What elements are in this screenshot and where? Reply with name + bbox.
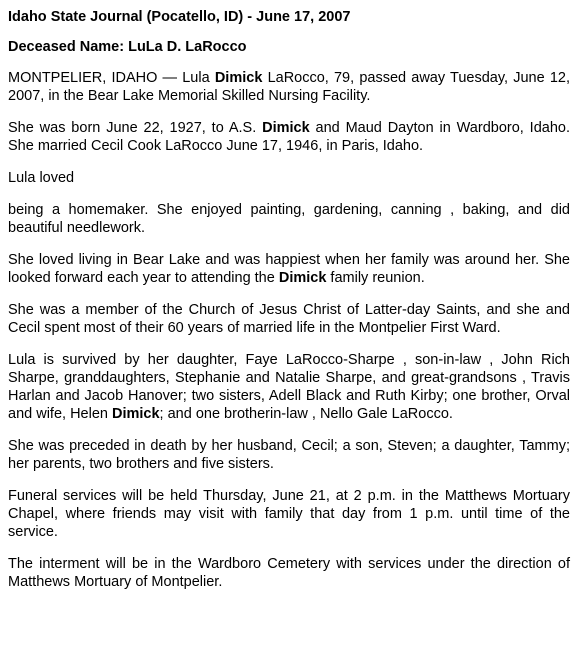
paragraph (8, 301, 570, 337)
paragraph (8, 201, 570, 237)
text-run: being a homemaker. She enjoyed painting, gardening, canning , baking, and did beautiful needlework. (8, 202, 570, 236)
text-run: She was a member of the Church of Jesus Christ of Latter-day Saints, and she and Cecil spent most of their 60 years of married life in the Montpelier First Ward. (8, 302, 570, 336)
text-run: family reunion. (326, 270, 425, 286)
paragraph (8, 487, 570, 541)
text-run: Lula is survived by her daughter, Faye LaRocco-Sharpe , son-in-law , John Rich Sharpe, granddaughters, Stephanie and Natalie Sharpe, and great-grandsons , Travis Harlan and Jacob Hanover; two sisters, Adell Black and Ruth Kirby; one brother, Orval and wife, Helen (8, 352, 570, 422)
text-run: ; and one brotherin-law , Nello Gale LaRocco. (159, 406, 453, 422)
text-run: She was preceded in death by her husband, Cecil; a son, Steven; a daughter, Tammy; her parents, two brothers and five sisters. (8, 438, 570, 472)
deceased-name-line: Deceased Name: LuLa D. LaRocco (8, 39, 247, 55)
paragraph (8, 69, 570, 105)
paragraph (8, 119, 570, 155)
text-run: The interment will be in the Wardboro Cemetery with services under the direction of Matthews Mortuary of Montpelier. (8, 556, 570, 590)
highlighted-name: Dimick (111, 406, 160, 422)
paragraph (8, 251, 570, 287)
paragraph (8, 351, 570, 423)
source-line: Idaho State Journal (Pocatello, ID) - June 17, 2007 (8, 9, 351, 25)
text-run: She was born June 22, 1927, to A.S. (8, 120, 263, 136)
paragraph (8, 437, 570, 473)
paragraph (8, 169, 570, 187)
paragraph (8, 555, 570, 591)
obituary-body (8, 69, 570, 591)
text-run: Lula loved (8, 170, 75, 186)
text-run: Funeral services will be held Thursday, June 21, at 2 p.m. in the Matthews Mortuary Chapel, where friends may visit with family that day from 1 p.m. until time of the service. (8, 488, 570, 540)
text-run: She loved living in Bear Lake and was happiest when her family was around her. She looked forward each year to attending the (8, 252, 570, 286)
highlighted-name: Dimick (278, 270, 327, 286)
text-run: MONTPELIER, IDAHO — Lula (8, 70, 215, 86)
highlighted-name: Dimick (262, 120, 310, 136)
text-run: LaRocco, 79, passed away Tuesday, June 12, 2007, in the Bear Lake Memorial Skilled Nursing Facility. (8, 70, 570, 104)
highlighted-name: Dimick (214, 70, 263, 86)
text-run: and Maud Dayton in Wardboro, Idaho. She married Cecil Cook LaRocco June 17, 1946, in Paris, Idaho. (8, 120, 570, 154)
